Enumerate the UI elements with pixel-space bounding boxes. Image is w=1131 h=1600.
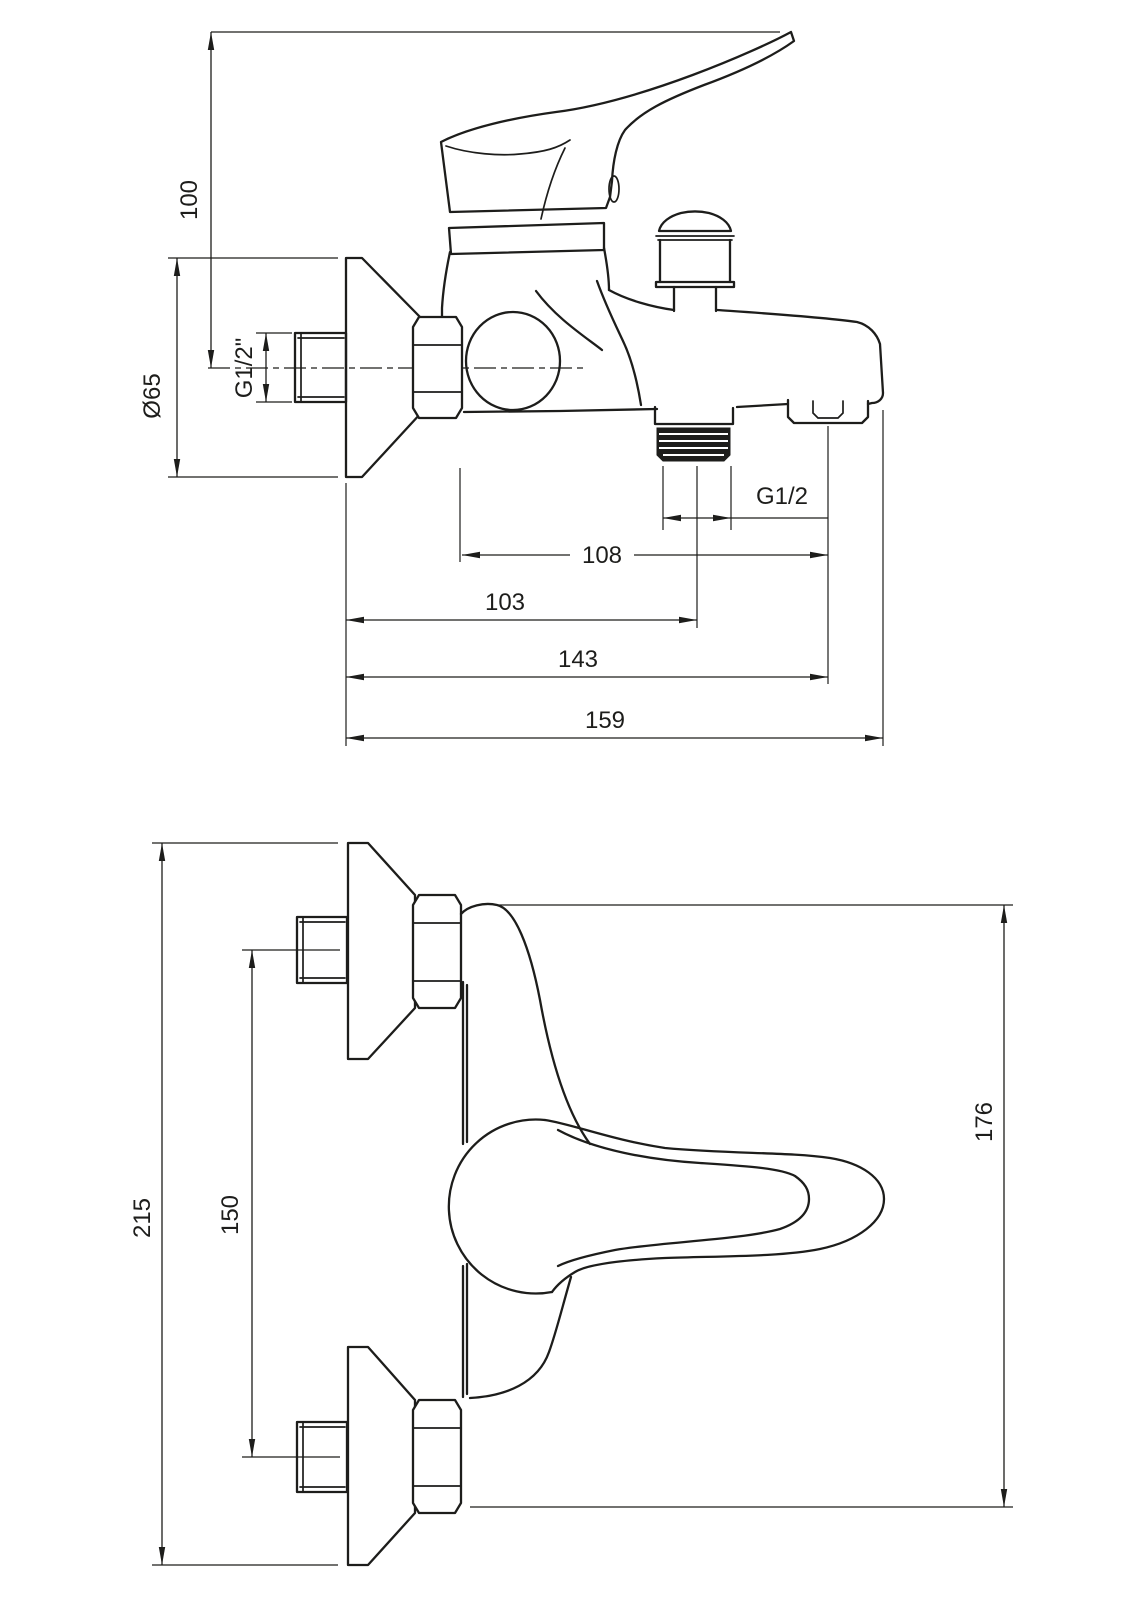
- dim-label-65: Ø65: [139, 373, 166, 419]
- dim-label-100: 100: [176, 179, 203, 221]
- dim-label-103: 103: [484, 589, 526, 616]
- dim-label-g12-outlet: G1/2: [756, 483, 809, 510]
- faucet-body-front: [449, 904, 884, 1398]
- escutcheon-front-top: [348, 843, 415, 1059]
- aerator-side: [788, 400, 868, 423]
- cartridge-ring-side: [449, 223, 604, 254]
- dim-label-150: 150: [217, 1194, 244, 1236]
- shower-outlet-side: [655, 407, 733, 461]
- diverter-knob-side: [656, 212, 734, 312]
- hex-nut-front-bottom: [413, 1400, 461, 1513]
- dim-label-g12-wall: G1/2": [231, 337, 258, 399]
- front-view: [129, 843, 1013, 1565]
- hex-nut-side: [413, 317, 462, 418]
- top-wall-mount: [297, 843, 461, 1059]
- front-view-dimensions: [129, 843, 1013, 1565]
- dim-label-108: 108: [581, 542, 623, 569]
- dim-label-159: 159: [584, 707, 626, 734]
- dim-label-176: 176: [971, 1101, 998, 1143]
- dim-label-143: 143: [557, 646, 599, 673]
- lever-handle-side: [441, 32, 794, 219]
- side-view: [139, 32, 883, 746]
- side-view-dimensions: [139, 32, 883, 746]
- handle-hub-front: [449, 1120, 552, 1294]
- bottom-wall-mount: [297, 1347, 461, 1565]
- dim-label-215: 215: [129, 1197, 156, 1239]
- faucet-body-side: [442, 248, 883, 412]
- escutcheon-front-bottom: [348, 1347, 415, 1565]
- hex-nut-front-top: [413, 895, 461, 1008]
